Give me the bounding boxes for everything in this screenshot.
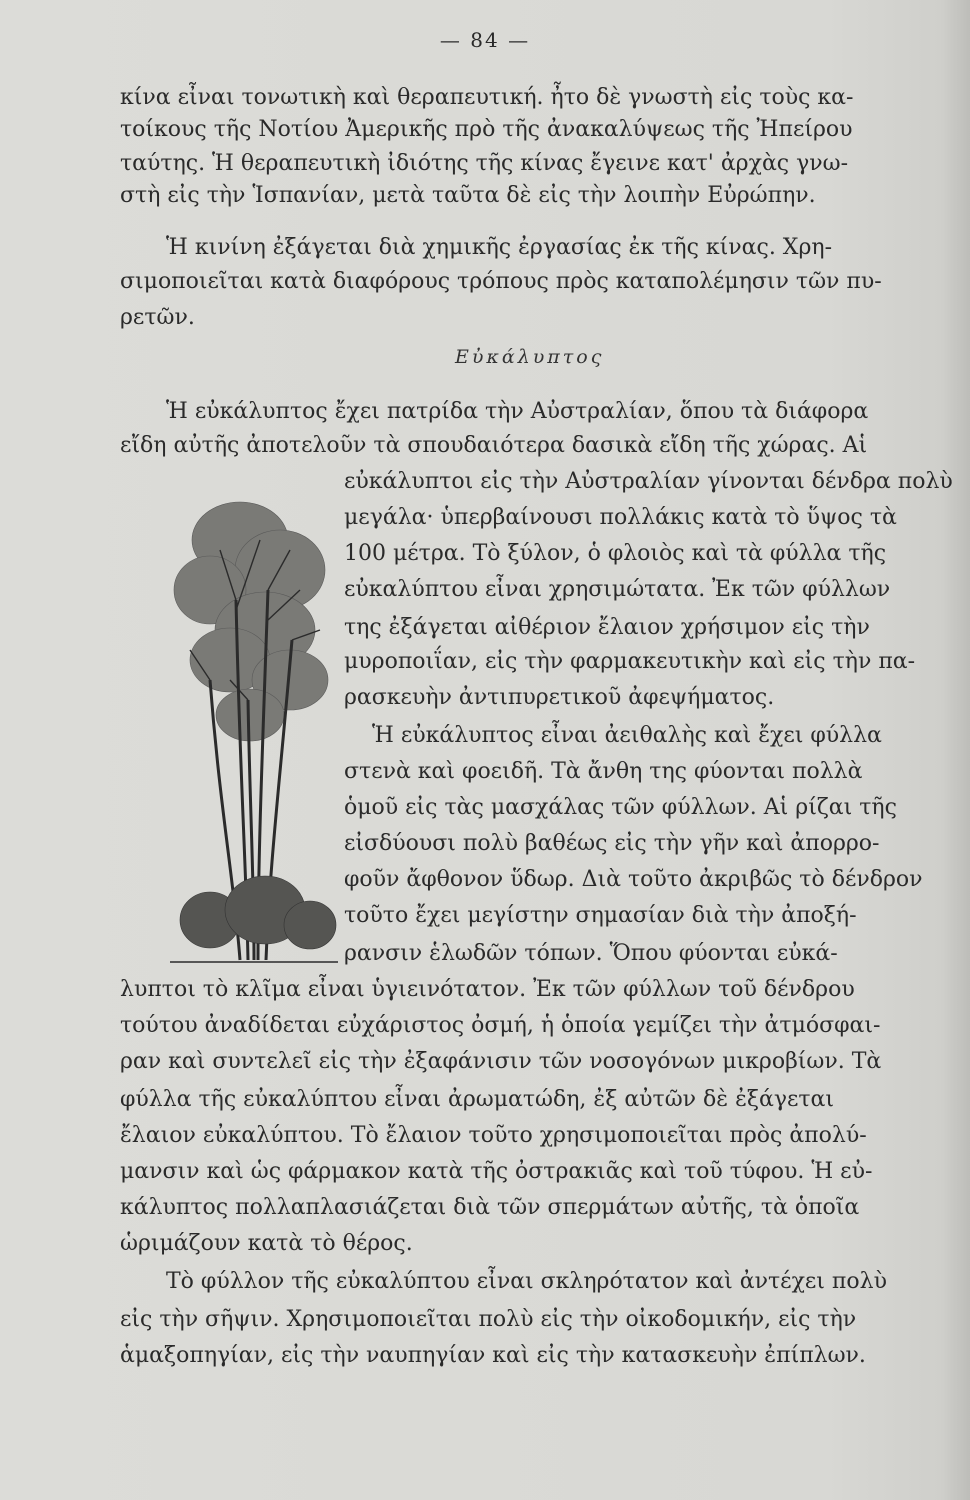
text-line: κάλυπτος πολλαπλασιάζεται διὰ τῶν σπερμάτων αὐτῆς, τὰ ὁποῖα [120,1195,860,1220]
text-line: ρασκευὴν ἀντιπυρετικοῦ ἀφεψήματος. [344,685,775,710]
text-line: στὴ εἰς τὴν Ἱσπανίαν, μετὰ ταῦτα δὲ εἰς τὴν λοιπὴν Εὐρώπην. [120,183,816,208]
page-number: — 84 — [439,28,531,52]
text-line: κίνα εἶναι τονωτικὴ καὶ θεραπευτική. ἦτο δὲ γνωστὴ εἰς τοὺς κα- [120,85,854,110]
text-line: εὐκαλύπτου εἶναι χρησιμώτατα. Ἐκ τῶν φύλλων [344,577,891,602]
text-line: λυπτοι τὸ κλῖμα εἶναι ὑγιεινότατον. Ἐκ τῶν φύλλων τοῦ δένδρου [120,977,855,1002]
text-line: φοῦν ἄφθονον ὕδωρ. Διὰ τοῦτο ἀκριβῶς τὸ δένδρον [344,867,923,892]
text-line: της ἐξάγεται αἰθέριον ἔλαιον χρήσιμον εἰς τὴν [344,615,870,640]
text-line: ὡριμάζουν κατὰ τὸ θέρος. [120,1231,413,1256]
text-line: Τὸ φύλλον τῆς εὐκαλύπτου εἶναι σκληρότατον καὶ ἀντέχει πολὺ [166,1269,887,1294]
text-line: Ἡ εὐκάλυπτος ἔχει πατρίδα τὴν Αὐστραλίαν, ὅπου τὰ διάφορα [166,399,869,424]
text-line: ἁμαξοπηγίαν, εἰς τὴν ναυπηγίαν καὶ εἰς τὴν κατασκευὴν ἐπίπλων. [120,1343,866,1368]
text-line: τοῦτο ἔχει μεγίστην σημασίαν διὰ τὴν ἀποξή- [344,903,857,928]
text-line: μανσιν καὶ ὡς φάρμακον κατὰ τῆς ὀστρακιᾶς καὶ τοῦ τύφου. Ἡ εὐ- [120,1159,873,1184]
text-line: ρανσιν ἑλωδῶν τόπων. Ὅπου φύονται εὐκά- [344,941,838,966]
text-line: εἰς τὴν σῆψιν. Χρησιμοποιεῖται πολὺ εἰς τὴν οἰκοδομικήν, εἰς τὴν [120,1307,857,1332]
text-line: τοίκους τῆς Νοτίου Ἀμερικῆς πρὸ τῆς ἀνακαλύψεως τῆς Ἠπείρου [120,117,853,142]
text-line: σιμοποιεῖται κατὰ διαφόρους τρόπους πρὸς καταπολέμησιν τῶν πυ- [120,269,882,294]
text-line: ραν καὶ συντελεῖ εἰς τὴν ἐξαφάνισιν τῶν νοσογόνων μικροβίων. Τὰ [120,1049,882,1074]
text-line: Ἡ εὐκάλυπτος εἶναι ἀειθαλὴς καὶ ἔχει φύλλα [372,723,882,748]
text-line: εὐκάλυπτοι εἰς τὴν Αὐστραλίαν γίνονται δένδρα πολὺ [344,469,953,494]
text-line: ταύτης. Ἡ θεραπευτικὴ ἰδιότης τῆς κίνας ἔγεινε κατ' ἀρχὰς γνω- [120,151,849,176]
text-line: στενὰ καὶ φοειδῆ. Τὰ ἄνθη της φύονται πολλὰ [344,759,863,784]
text-line: μυροποιΐαν, εἰς τὴν φαρμακευτικὴν καὶ εἰς τὴν πα- [344,649,916,674]
text-line: Ἡ κινίνη ἐξάγεται διὰ χημικῆς ἐργασίας ἐκ τῆς κίνας. Χρη- [166,235,833,260]
text-line: 100 μέτρα. Τὸ ξύλον, ὁ φλοιὸς καὶ τὰ φύλλα τῆς [344,541,887,566]
text-line: εἴδη αὐτῆς ἀποτελοῦν τὰ σπουδαιότερα δασικὰ εἴδη τῆς χώρας. Αἱ [120,433,868,458]
text-line: τούτου ἀναδίδεται εὐχάριστος ὀσμή, ἡ ὁποία γεμίζει τὴν ἀτμόσφαι- [120,1013,881,1038]
eucalyptus-tree-illustration [170,480,340,980]
text-line: εἰσδύουσι πολὺ βαθέως εἰς τὴν γῆν καὶ ἀπορρο- [344,831,880,856]
text-line: ρετῶν. [120,305,195,330]
section-heading: Εὐκάλυπτος [455,346,605,368]
text-line: ὁμοῦ εἰς τὰς μασχάλας τῶν φύλλων. Αἱ ρίζαι τῆς [344,795,897,820]
text-line: ἔλαιον εὐκαλύπτου. Τὸ ἔλαιον τοῦτο χρησιμοποιεῖται πρὸς ἀπολύ- [120,1123,867,1148]
text-line: φύλλα τῆς εὐκαλύπτου εἶναι ἀρωματώδη, ἐξ αὐτῶν δὲ ἐξάγεται [120,1087,835,1112]
text-line: μεγάλα· ὑπερβαίνουσι πολλάκις κατὰ τὸ ὕψος τὰ [344,505,897,530]
